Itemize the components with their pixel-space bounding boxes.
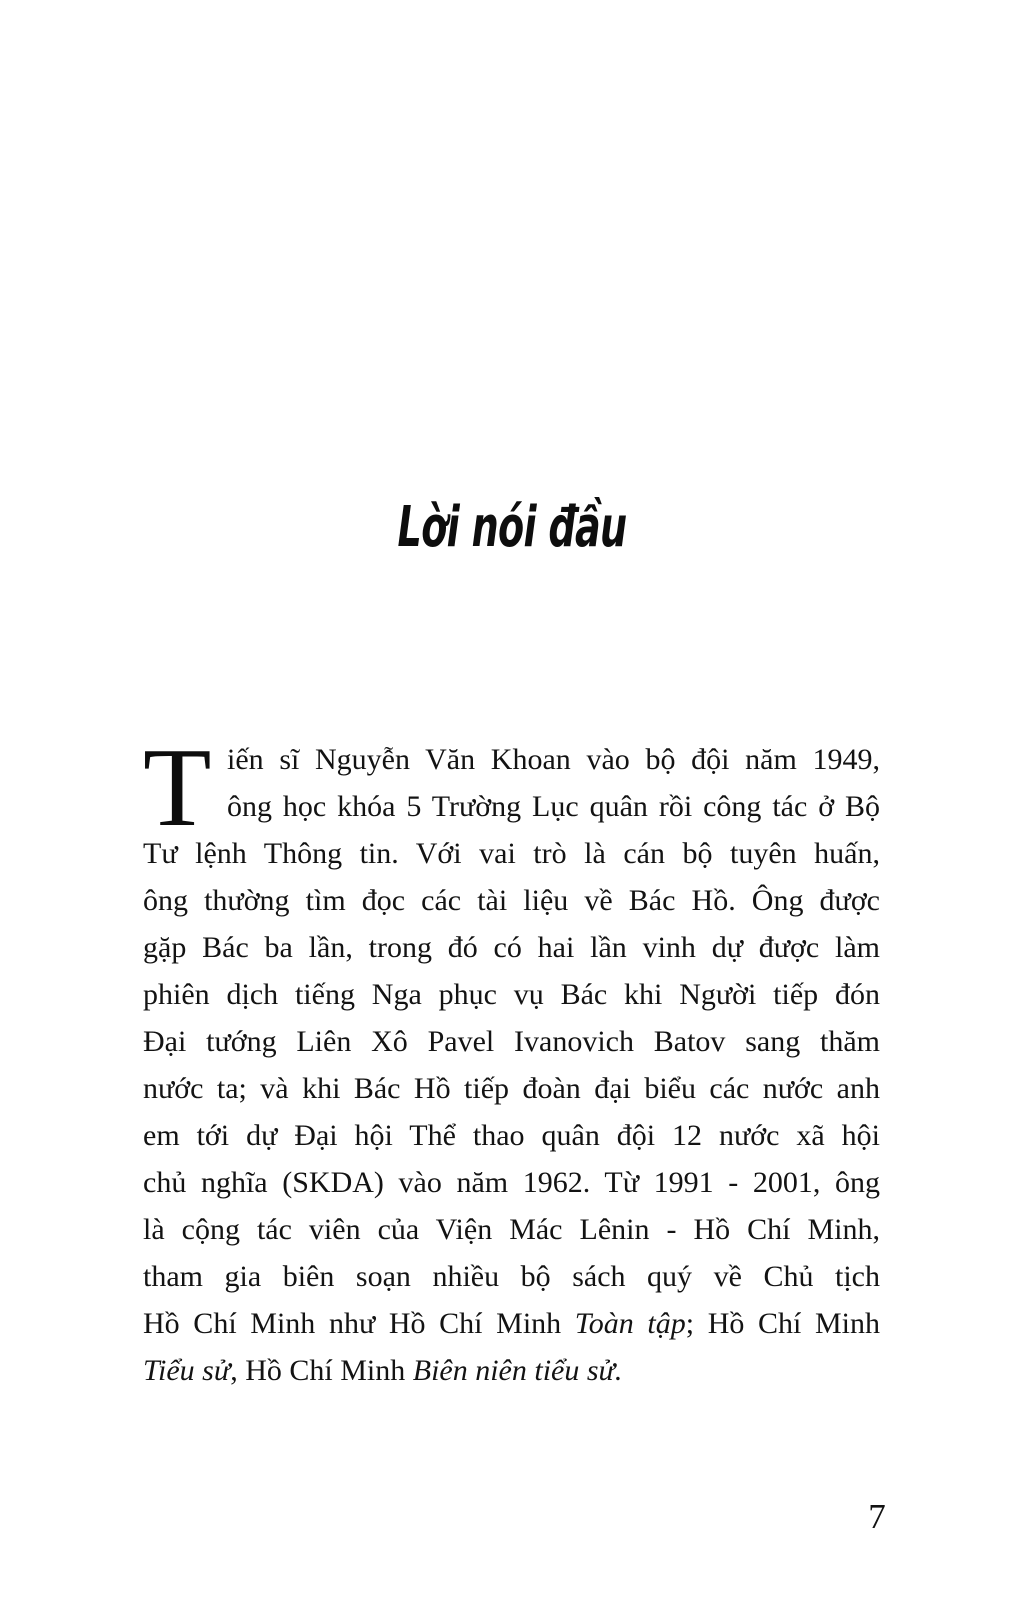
text-segment: phiên dịch tiếng Nga phục vụ Bác khi Người tiếp đón [143, 978, 880, 1011]
page-number: 7 [868, 1497, 886, 1536]
text-line [143, 1253, 880, 1300]
text-segment: ; Hồ Chí Minh [685, 1307, 880, 1340]
text-line [143, 1300, 880, 1347]
section-title: Lời nói đầu [397, 495, 627, 560]
text-line [143, 830, 880, 877]
text-line [143, 1112, 880, 1159]
text-segment: Đại tướng Liên Xô Pavel Ivanovich Batov sang thăm [143, 1025, 880, 1058]
text-line [143, 1065, 880, 1112]
text-line [143, 1018, 880, 1065]
text-segment: Hồ Chí Minh như Hồ Chí Minh [143, 1307, 575, 1340]
drop-cap-letter: T [143, 726, 212, 850]
text-line [143, 736, 880, 783]
text-line [143, 783, 880, 830]
text-line [143, 971, 880, 1018]
text-line [143, 1347, 880, 1394]
text-segment: em tới dự Đại hội Thể thao quân đội 12 nước xã hội [143, 1119, 880, 1152]
foreword-paragraph [143, 726, 880, 1394]
italic-book-title: Biên niên tiểu sử. [412, 1354, 623, 1387]
text-segment: , Hồ Chí Minh [230, 1354, 413, 1387]
text-line [143, 924, 880, 971]
text-segment: nước ta; và khi Bác Hồ tiếp đoàn đại biểu các nước anh [143, 1072, 880, 1105]
text-segment: iến sĩ Nguyễn Văn Khoan vào bộ đội năm 1949, [227, 743, 880, 776]
text-line [143, 877, 880, 924]
text-segment: ông học khóa 5 Trường Lục quân rồi công tác ở Bộ [227, 790, 880, 823]
italic-book-title: Tiểu sử [143, 1354, 231, 1387]
text-line [143, 1159, 880, 1206]
text-line [143, 1206, 880, 1253]
text-segment: Tư lệnh Thông tin. Với vai trò là cán bộ tuyên huấn, [143, 837, 880, 870]
text-segment: ông thường tìm đọc các tài liệu về Bác Hồ. Ông được [143, 884, 880, 917]
italic-book-title: Toàn tập [574, 1307, 686, 1340]
text-segment: gặp Bác ba lần, trong đó có hai lần vinh dự được làm [143, 931, 880, 964]
text-segment: tham gia biên soạn nhiều bộ sách quý về Chủ tịch [143, 1260, 880, 1293]
text-segment: chủ nghĩa (SKDA) vào năm 1962. Từ 1991 - 2001, ông [143, 1166, 880, 1199]
text-segment: là cộng tác viên của Viện Mác Lênin - Hồ Chí Minh, [143, 1213, 880, 1246]
